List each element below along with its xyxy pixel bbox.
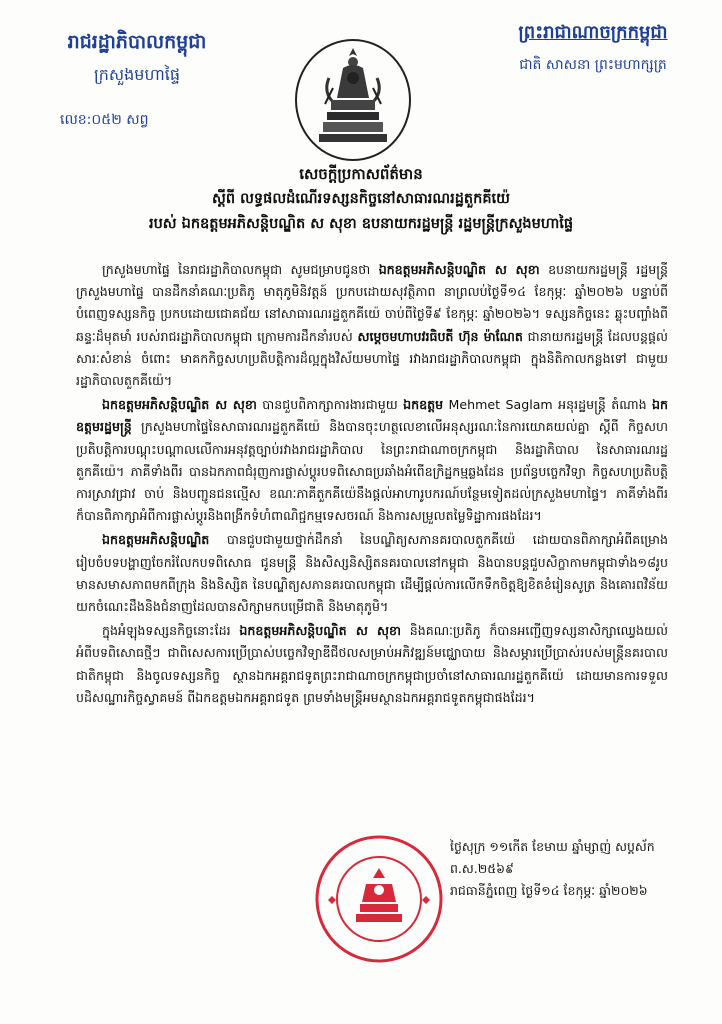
government-name: រាជរដ្ឋាភិបាលកម្ពុជា bbox=[67, 31, 207, 53]
national-motto: ជាតិ សាសនា ព្រះមហាក្សត្រ bbox=[519, 57, 667, 73]
ministry-name: ក្រសួងមហាផ្ទៃ bbox=[93, 65, 180, 84]
official-seal-icon bbox=[314, 834, 444, 964]
reference-number: លេខ:០៥២ សព្វ bbox=[60, 112, 149, 128]
paragraph-1: ក្រសួងមហាផ្ទៃ នៃរាជរដ្ឋាភិបាលកម្ពុជា សូមជម្រាបជូនថា ឯកឧត្តមអភិសន្តិបណ្ឌិត ស សុខា ឧបនាយករដ្ឋមន្ត្រី រដ្ឋមន្ត្រីក្រសួងមហាផ្ទៃ បានដឹកនាំគណៈប្រតិភូ មាតុភូមិនិវត្តន៍ ប្រកបដោយសុវត្ថិភាព នាព្រលប់ថ្ងៃទី១៤ ខែកុម្ភៈ ឆ្នាំ២០២៦ បន្ទាប់ពីបំពេញទស្សនកិច្ច ប្រកបដោយជោគជ័យ នៅសាធារណរដ្ឋតួកគីយ៉េ ចាប់ពីថ្ងៃទី៩ ខែកុម្ភៈ ឆ្នាំ២០២៦។ ទស្សនកិច្ចនេះ ឆ្លុះបញ្ចាំងពីឆន្ទៈដ៏មុតមាំ របស់រាជរដ្ឋាភិបាលកម្ពុជា ក្រោមការដឹកនាំរបស់ សម្តេចមហាបវរធិបតី ហ៊ុន ម៉ាណែត ជានាយករដ្ឋមន្ត្រី ដែលបន្តផ្តល់សារៈសំខាន់ ចំពោះ មាគកកិច្ចសហប្រតិបត្តិការដ៏ល្អក្នុងវិស័យមហាផ្ទៃ រវាងរាជរដ្ឋាភិបាលកម្ពុជា ក្នុងនិតិកាលកន្លងទៅ ជាមួយរដ្ឋាភិបាលតួកគីយ៉េ។ bbox=[76, 262, 668, 389]
kingdom-header bbox=[478, 20, 708, 76]
kingdom-name: ព្រះរាជាណាចក្រកម្ពុជា bbox=[518, 22, 668, 43]
date-block bbox=[450, 836, 710, 902]
paragraph-2: ឯកឧត្តមអភិសន្តិបណ្ឌិត ស សុខា បានជួបពិភាក្សាការងារជាមួយ ឯកឧត្តម Mehmet Saglam អនុរដ្ឋមន្ត្រី តំណាង ឯកឧត្តមរដ្ឋមន្ត្រី ក្រសួងមហាផ្ទៃនៃសាធារណរដ្ឋតួកគីយ៉េ និងបានចុះហត្ថលេខាលើអនុស្សរណៈនៃការយោគយល់គ្នា ស្តីពី កិច្ចសហប្រតិបត្តិការបណ្តុះបណ្តាលលើការអនុវត្តច្បាប់រវាងរាជរដ្ឋាភិបាល នៃព្រះរាជាណាចក្រកម្ពុជា និងរដ្ឋាភិបាល នៃសាធារណរដ្ឋតួកគីយ៉េ។ ភាគីទាំងពីរ បានឯកភាពជំរុញការផ្លាស់ប្តូរបទពិសោធប្រឆាំងអំពើឧក្រិដ្ឋកម្មឆ្លងដែន ប្រព័ន្ធបច្ចេកវិទ្យា កិច្ចសហប្រតិបត្តិការស្រាវជ្រាវ ចាប់ និងបញ្ជូនជនល្មើស ខណៈភាគីតួកគីយ៉េនឹងផ្តល់អាហារូបករណ៍បន្ថែមទៀតដល់ក្រសួងមហាផ្ទៃ។ ភាគីទាំងពីរក៏បានពិភាក្សាអំពីការផ្លាស់ប្តូរនិងពង្រីកទំហំពាណិជ្ជកម្មទេសចរណ៍ និងការសម្រួលតម្លៃទិដ្ឋាការផងដែរ។ bbox=[76, 397, 668, 524]
title-line-3: របស់ ឯកឧត្តមអភិសន្តិបណ្ឌិត ស សុខា ឧបនាយករដ្ឋមន្ត្រី រដ្ឋមន្ត្រីក្រសួងមហាផ្ទៃ bbox=[148, 216, 574, 232]
solar-date: រាជធានីភ្នំពេញ ថ្ងៃទី១៤ ខែកុម្ភៈ ឆ្នាំ២០២៦ bbox=[450, 883, 648, 898]
document-title bbox=[60, 162, 662, 237]
ministry-emblem-icon bbox=[293, 38, 413, 162]
paragraph-3: ឯកឧត្តមអភិសន្តិបណ្ឌិត បានជួបជាមួយថ្នាក់ដឹកនាំ នៃបណ្ឌិត្យសភានគរបាលតួកគីយ៉េ ដោយបានពិភាក្សាអំពីគម្រោងរៀបចំបទបង្ហាញចែករំលែកបទពិសោធ ជូនមន្ត្រី និងសិស្សនិស្សិតនគរបាលនៅកម្ពុជា និងបានបន្តជួបសិក្ខាកាមកម្ពុជាទាំង១៨រូប មានសមាសភាពមកពីក្រុង និងនិស្សិត នៃបណ្ឌិត្យសភានគរបាលកម្ពុជា ដើម្បីផ្តល់ការលើកទឹកចិត្តឱ្យខិតខំរៀនសូត្រ និងគោរពវិន័យ យកចំណេះដឹងនិងជំនាញដែលបានសិក្សាមកបម្រើជាតិ និងមាតុភូមិ។ bbox=[76, 532, 668, 615]
title-line-2: ស្តីពី លទ្ធផលដំណើរទស្សនកិច្ចនៅសាធារណរដ្ឋតួកគីយ៉េ bbox=[212, 191, 510, 207]
lunar-date: ថ្ងៃសុក្រ ១១កើត ខែមាឃ ឆ្នាំម្សាញ់ សប្តស័ក ព.ស.២៥៦៩ bbox=[450, 839, 655, 876]
document-body bbox=[76, 259, 668, 711]
ministry-header bbox=[32, 30, 242, 131]
paragraph-4: ក្នុងអំឡុងទស្សនកិច្ចនោះដែរ ឯកឧត្តមអភិសន្តិបណ្ឌិត ស សុខា និងគណៈប្រតិភូ ក៏បានអញ្ជើញទស្សនាសិក្សាឈ្វេងយល់អំពីបទពិសោធថ្មីៗ ជាពិសេសការប្រើប្រាស់បច្ចេកវិទ្យាឌីជីថលសម្រាប់អភិវឌ្ឍន៍មជ្ឈោបាយ និងសម្ភារប្រើប្រាស់របស់មន្ត្រីនគរបាលជាតិកម្ពុជា និងចូលទស្សនកិច្ច ស្ថានឯកអគ្គរាជទូតព្រះរាជាណាចក្រកម្ពុជាប្រចាំនៅសាធារណរដ្ឋតួកគីយ៉េ ដោយមានការទទួលបដិសណ្ឋារកិច្ចស្វាគមន៍ ពីឯកឧត្តមឯកអគ្គរាជទូត ព្រមទាំងមន្ត្រីអមស្ថានឯកអគ្គរាជទូតកម្ពុជាផងដែរ។ bbox=[76, 623, 668, 705]
title-line-1: សេចក្តីប្រកាសព័ត៌មាន bbox=[299, 165, 423, 183]
